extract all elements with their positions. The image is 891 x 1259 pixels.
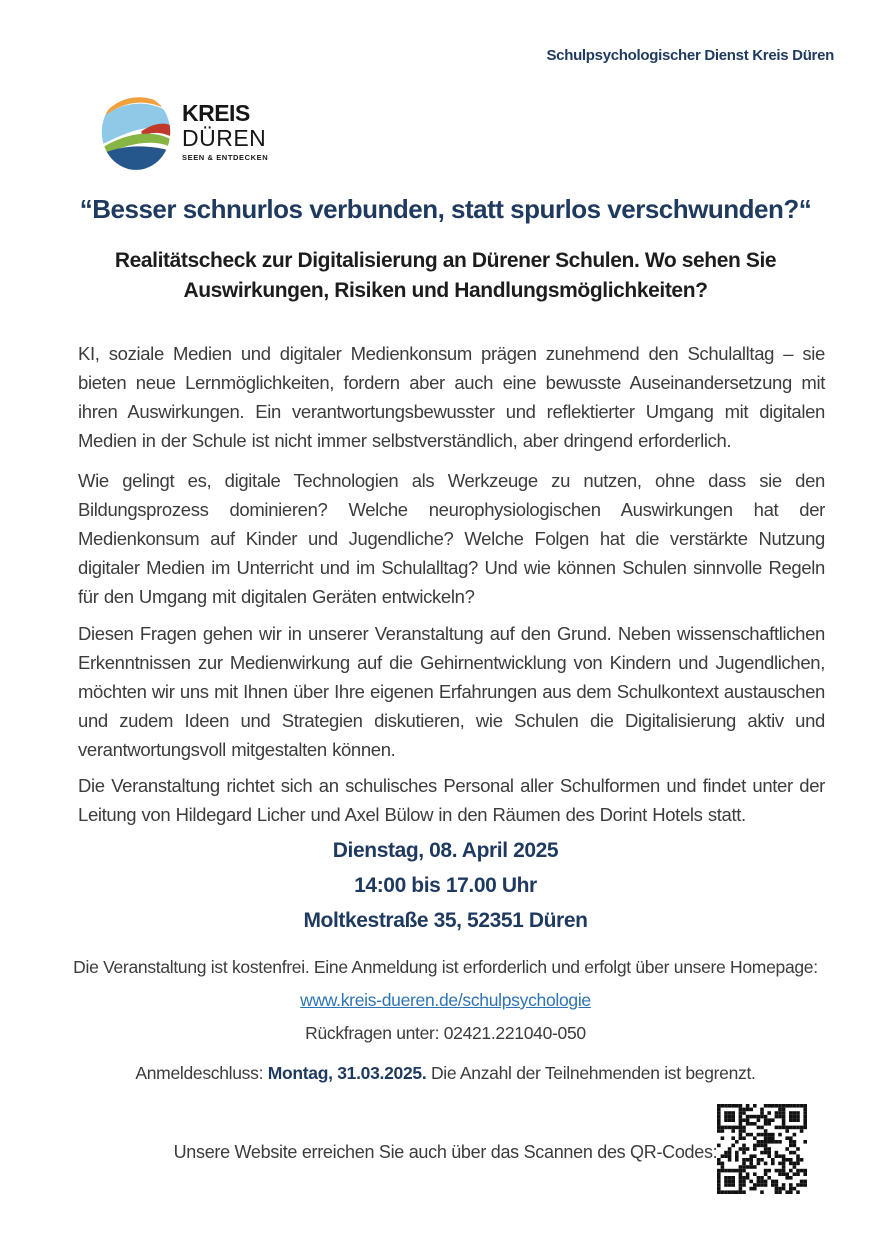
logo-line-dueren: DÜREN xyxy=(182,125,267,152)
deadline-prefix: Anmeldeschluss: xyxy=(135,1063,268,1083)
logo-line-kreis: KREIS xyxy=(182,100,250,127)
logo-wordmark xyxy=(182,102,268,162)
deadline-date: Montag, 31.03.2025. xyxy=(267,1063,427,1083)
qr-code xyxy=(717,1104,807,1194)
flyer-title: “Besser schnurlos verbunden, statt spurlos verschwunden?“ xyxy=(79,194,812,224)
homepage-link[interactable]: www.kreis-dueren.de/schulpsychologie xyxy=(300,990,591,1010)
registration-link-row xyxy=(0,990,891,1011)
body-paragraph-3: Diesen Fragen gehen wir in unserer Veranstaltung auf den Grund. Neben wissenschaftlichen Erkenntnissen zur Medienwirkung auf die Gehirnentwicklung von Kindern und Jugendlichen, möchten wir uns mit Ihnen über Ihre eigenen Erfahrungen aus dem Schulkontext austauschen und zudem Ideen und Strategien diskutieren, wie Schulen die Digitalisierung aktiv und verantwortungsvoll mitgestalten können. xyxy=(78,622,825,760)
registration-deadline xyxy=(0,1063,891,1084)
flyer-subtitle: Realitätscheck zur Digitalisierung an Dürener Schulen. Wo sehen Sie Auswirkungen, Risiken und Handlungsmöglichkeiten? xyxy=(114,249,777,302)
event-address: Moltkestraße 35, 52351 Düren xyxy=(303,909,588,932)
contact-phone: Rückfragen unter: 02421.221040-050 xyxy=(305,1023,586,1043)
kreis-dueren-logo xyxy=(99,92,268,172)
body-paragraph-4: Die Veranstaltung richtet sich an schulisches Personal aller Schulformen und findet unter der Leitung von Hildegard Licher und Axel Bülow in den Räumen des Dorint Hotels statt. xyxy=(78,774,825,825)
deadline-suffix: Die Anzahl der Teilnehmenden ist begrenzt. xyxy=(426,1063,756,1083)
department-header: Schulpsychologischer Dienst Kreis Düren xyxy=(546,47,834,64)
logo-claim: SEEN & ENTDECKEN xyxy=(182,153,269,163)
event-time: 14:00 bis 17.00 Uhr xyxy=(354,874,537,897)
kreis-dueren-logo-icon xyxy=(99,92,173,172)
event-date: Dienstag, 08. April 2025 xyxy=(332,839,559,862)
event-details xyxy=(0,833,891,938)
body-paragraph-1: KI, soziale Medien und digitaler Medienkonsum prägen zunehmend den Schulalltag – sie bieten neue Lernmöglichkeiten, fordern aber auch eine bewusste Auseinandersetzung mit ihren Auswirkungen. Ein verantwortungsbewusster und reflektierter Umgang mit digitalen Medien in der Schule ist nicht immer selbstverständlich, aber dringend erforderlich. xyxy=(78,342,825,451)
body-paragraph-2: Wie gelingt es, digitale Technologien als Werkzeuge zu nutzen, ohne dass sie den Bildungsprozess dominieren? Welche neurophysiologischen Auswirkungen hat der Medienkonsum auf Kinder und Jugendliche? Welche Folgen hat die verstärkte Nutzung digitaler Medien im Unterricht und im Schulalltag? Und wie können Schulen sinnvolle Regeln für den Umgang mit digitalen Geräten entwickeln? xyxy=(78,469,825,607)
registration-info: Die Veranstaltung ist kostenfrei. Eine Anmeldung ist erforderlich und erfolgt über unsere Homepage: xyxy=(73,957,818,977)
qr-caption: Unsere Website erreichen Sie auch über das Scannen des QR-Codes: xyxy=(173,1142,718,1162)
